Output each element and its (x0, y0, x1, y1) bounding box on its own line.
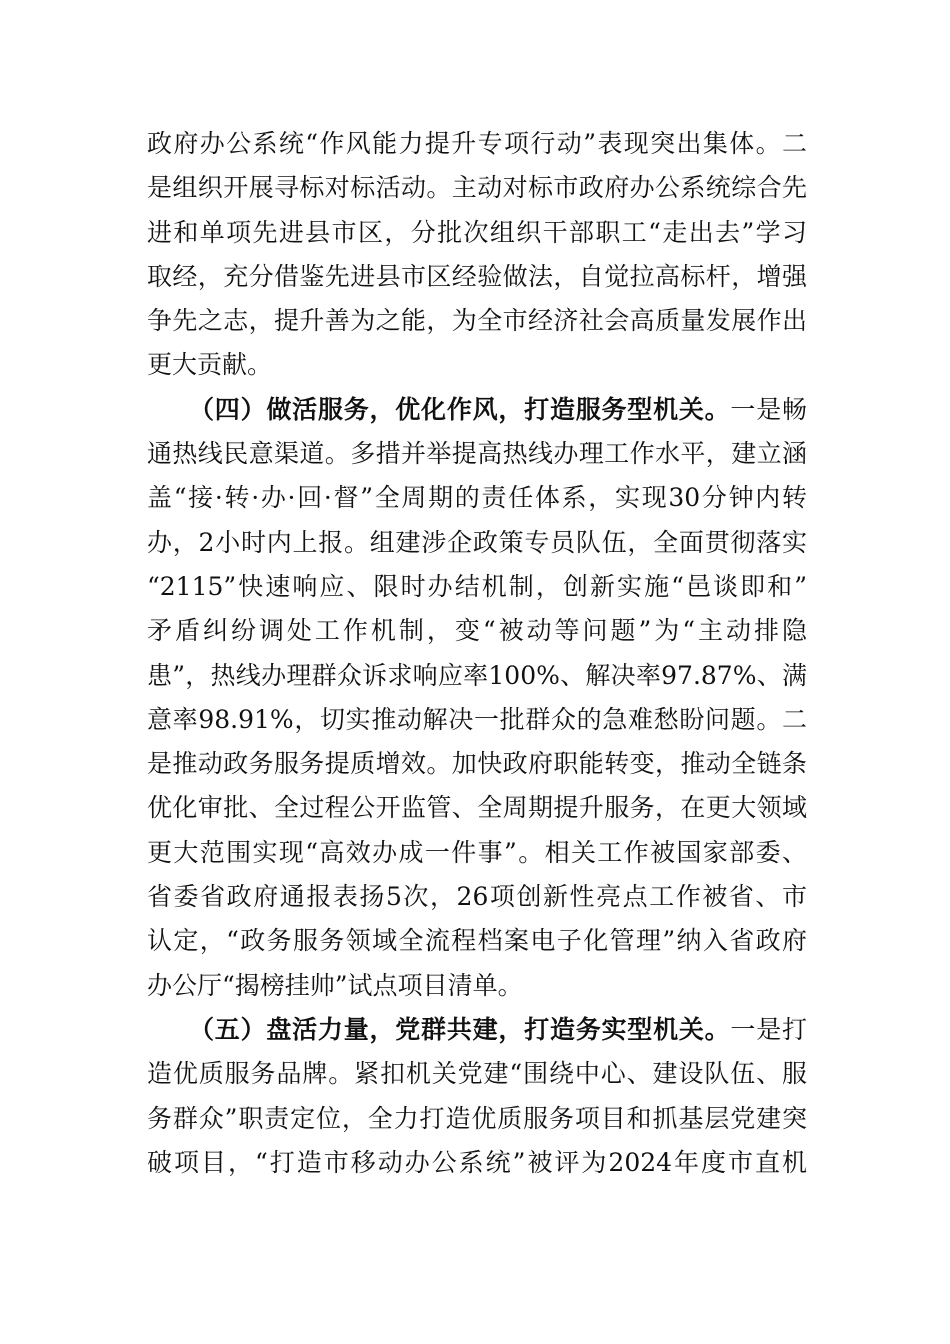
text-line: 通热线民意渠道。多措并举提高热线办理工作水平，建立涵 (147, 439, 807, 469)
section-heading-line (147, 1008, 807, 1052)
text-line: “2115”快速响应、限时办结机制，创新实施“邑谈即和” (147, 571, 807, 601)
text-line: 务群众”职责定位，全力打造优质服务项目和抓基层党建突 (147, 1103, 807, 1133)
text-line: 是组织开展寻标对标活动。主动对标市政府办公系统综合先 (147, 173, 807, 203)
section-heading-line (147, 388, 807, 432)
text-fragment: 一是打 (730, 1014, 807, 1044)
text-line: 办公厅“揭榜挂帅”试点项目清单。 (147, 970, 523, 1000)
text-line: 进和单项先进县市区，分批次组织干部职工“走出去”学习 (147, 217, 807, 247)
section-heading-5: （五）盘活力量，党群共建，打造务实型机关。 (189, 1014, 731, 1044)
paragraph-1 (147, 122, 807, 388)
text-line: 争先之志，提升善为之能，为全市经济社会高质量发展作出 (147, 306, 807, 336)
text-line: 矛盾纠纷调处工作机制，变“被动等问题”为“主动排隐 (147, 616, 807, 646)
text-line: 造优质服务品牌。紧扣机关党建“围绕中心、建设队伍、服 (147, 1059, 807, 1089)
text-line: 盖“接·转·办·回·督”全周期的责任体系，实现30分钟内转 (147, 483, 807, 513)
text-fragment: 一是畅 (730, 394, 807, 424)
text-line: 破项目，“打造市移动办公系统”被评为2024年度市直机 (147, 1147, 807, 1177)
text-line: 省委省政府通报表扬5次，26项创新性亮点工作被省、市 (147, 882, 807, 912)
text-line: 更大贡献。 (147, 350, 273, 380)
text-line: 办，2小时内上报。组建涉企政策专员队伍，全面贯彻落实 (147, 527, 807, 557)
paragraph-2 (147, 388, 807, 1008)
text-line: 患”，热线办理群众诉求响应率100%、解决率97.87%、满 (147, 660, 807, 690)
text-line: 意率98.91%，切实推动解决一批群众的急难愁盼问题。二 (147, 704, 807, 734)
text-line: 是推动政务服务提质增效。加快政府职能转变，推动全链条 (147, 749, 807, 779)
text-line: 更大范围实现“高效办成一件事”。相关工作被国家部委、 (147, 837, 807, 867)
text-line: 认定，“政务服务领域全流程档案电子化管理”纳入省政府 (147, 926, 807, 956)
document-body (147, 122, 807, 1185)
paragraph-3 (147, 1008, 807, 1185)
section-heading-4: （四）做活服务，优化作风，打造服务型机关。 (189, 394, 731, 424)
text-line: 取经，充分借鉴先进县市区经验做法，自觉拉高标杆，增强 (147, 261, 807, 291)
text-line: 优化审批、全过程公开监管、全周期提升服务，在更大领域 (147, 793, 807, 823)
text-line: 政府办公系统“作风能力提升专项行动”表现突出集体。二 (147, 129, 807, 158)
